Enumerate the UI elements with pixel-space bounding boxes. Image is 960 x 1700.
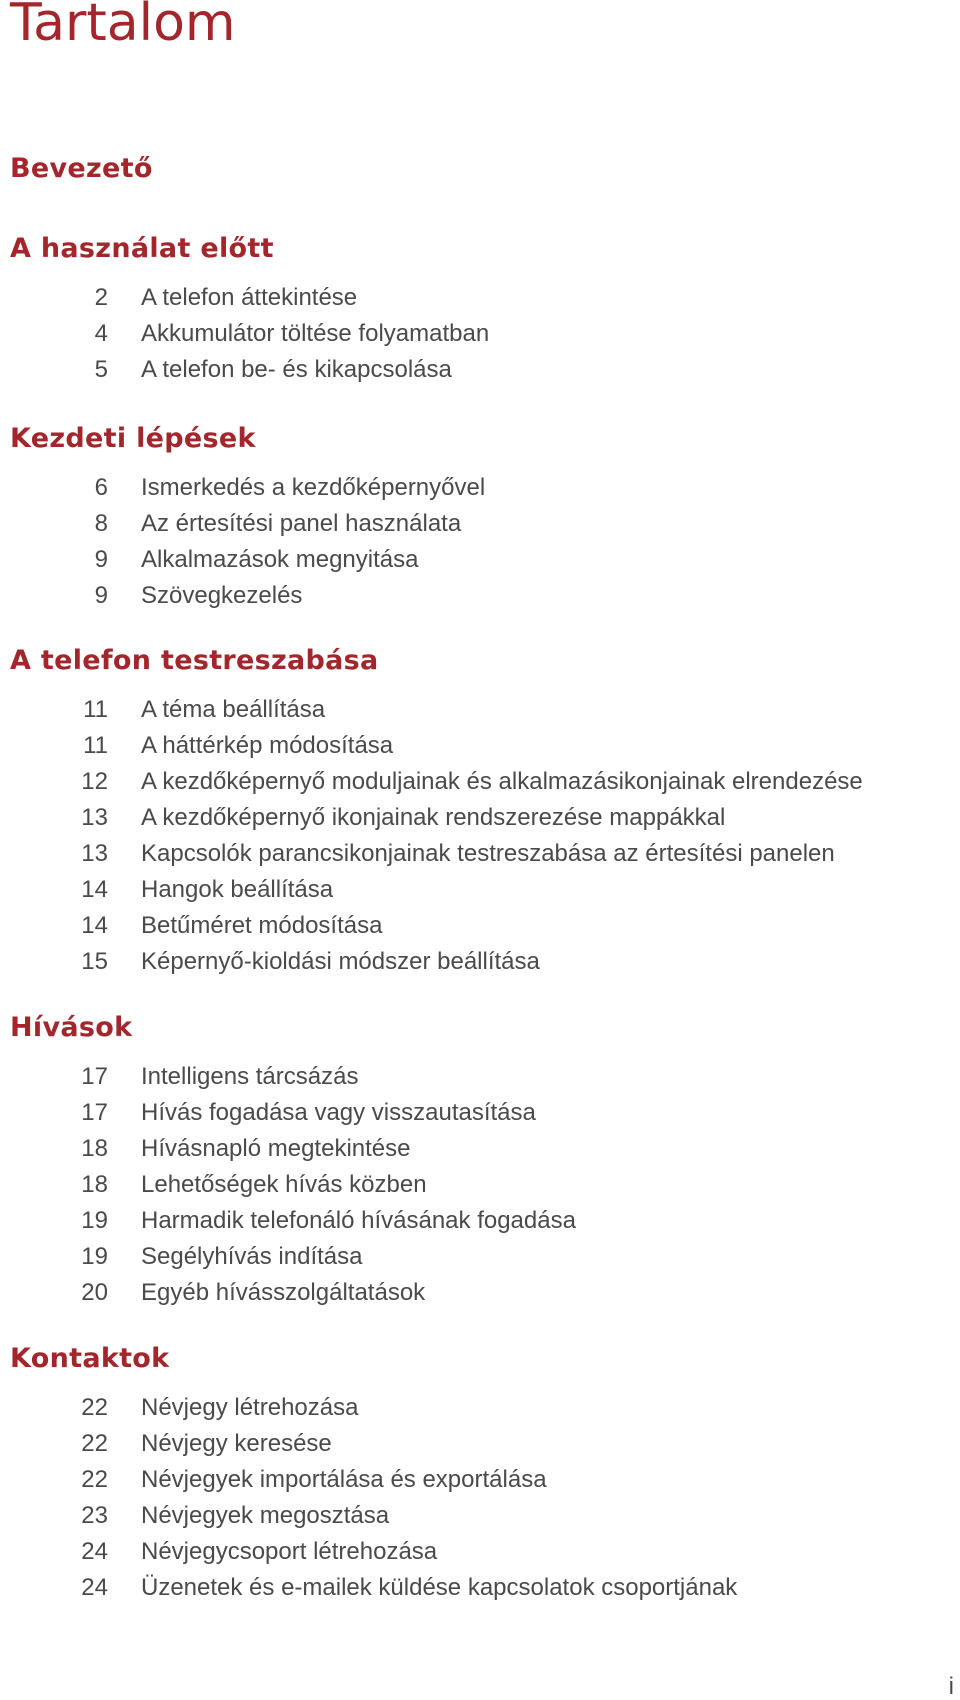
toc-entry[interactable] xyxy=(0,767,940,797)
toc-entry-page: 9 xyxy=(94,582,108,609)
toc-entry[interactable] xyxy=(0,509,940,539)
toc-entry[interactable] xyxy=(0,911,940,941)
toc-entry-page: 20 xyxy=(81,1279,108,1306)
toc-entry-title: Az értesítési panel használata xyxy=(141,510,462,537)
toc-entry-page: 8 xyxy=(94,510,108,537)
toc-entry[interactable] xyxy=(0,319,940,349)
toc-entry-title: Ismerkedés a kezdőképernyővel xyxy=(141,474,486,501)
section-heading-testreszabas[interactable]: A telefon testreszabása xyxy=(10,645,379,676)
toc-entry-page: 22 xyxy=(81,1430,108,1457)
toc-entry-title: Képernyő-kioldási módszer beállítása xyxy=(141,948,540,975)
toc-entry-page: 4 xyxy=(94,320,108,347)
toc-entry-page: 15 xyxy=(81,948,108,975)
toc-entry-page: 13 xyxy=(81,804,108,831)
toc-entry[interactable] xyxy=(0,581,940,611)
toc-entry-title: A telefon be- és kikapcsolása xyxy=(141,356,452,383)
toc-entry-page: 11 xyxy=(83,732,108,759)
toc-entry-title: Betűméret módosítása xyxy=(141,912,383,939)
toc-entry-title: Hangok beállítása xyxy=(141,876,334,903)
toc-entry-page: 19 xyxy=(81,1243,108,1270)
toc-entry[interactable] xyxy=(0,1501,940,1531)
toc-entry[interactable] xyxy=(0,283,940,313)
toc-entry[interactable] xyxy=(0,731,940,761)
toc-entry[interactable] xyxy=(0,545,940,575)
page-title: Tartalom xyxy=(10,0,236,53)
toc-entry[interactable] xyxy=(0,1429,940,1459)
page-number: i xyxy=(948,1673,954,1700)
toc-entry[interactable] xyxy=(0,1062,940,1092)
section-heading-bevezeto[interactable]: Bevezető xyxy=(10,153,153,184)
toc-entry[interactable] xyxy=(0,355,940,385)
toc-entry-title: Lehetőségek hívás közben xyxy=(141,1171,427,1198)
toc-entry-page: 2 xyxy=(94,284,108,311)
toc-entry[interactable] xyxy=(0,1098,940,1128)
toc-entry-title: Névjegyek importálása és exportálása xyxy=(141,1466,547,1493)
toc-entry-title: Intelligens tárcsázás xyxy=(141,1063,359,1090)
toc-entry-page: 18 xyxy=(81,1171,108,1198)
section-heading-hasznalat-elott[interactable]: A használat előtt xyxy=(10,233,274,264)
toc-entry[interactable] xyxy=(0,1206,940,1236)
toc-entry[interactable] xyxy=(0,1573,940,1603)
toc-entry-page: 17 xyxy=(81,1063,108,1090)
section-heading-kontaktok[interactable]: Kontaktok xyxy=(10,1343,170,1374)
toc-entry[interactable] xyxy=(0,875,940,905)
toc-entry[interactable] xyxy=(0,947,940,977)
toc-entry-title: Üzenetek és e-mailek küldése kapcsolatok csoportjának xyxy=(141,1574,738,1601)
toc-entry[interactable] xyxy=(0,1134,940,1164)
toc-entry-page: 6 xyxy=(94,474,108,501)
toc-entry-page: 14 xyxy=(81,876,108,903)
toc-entry[interactable] xyxy=(0,695,940,725)
toc-entry-title: A téma beállítása xyxy=(141,696,326,723)
toc-entry[interactable] xyxy=(0,1465,940,1495)
toc-entry-title: A háttérkép módosítása xyxy=(141,732,394,759)
toc-entry-title: A telefon áttekintése xyxy=(141,284,358,311)
toc-entry[interactable] xyxy=(0,1170,940,1200)
toc-entry-page: 12 xyxy=(81,768,108,795)
toc-entry-title: Segélyhívás indítása xyxy=(141,1243,363,1270)
toc-entry-title: Kapcsolók parancsikonjainak testreszabása az értesítési panelen xyxy=(141,840,835,867)
toc-entry[interactable] xyxy=(0,1537,940,1567)
toc-entry[interactable] xyxy=(0,473,940,503)
toc-entry-title: Hívás fogadása vagy visszautasítása xyxy=(141,1099,536,1126)
toc-entry-page: 13 xyxy=(81,840,108,867)
toc-entry[interactable] xyxy=(0,1242,940,1272)
toc-entry-page: 24 xyxy=(81,1538,108,1565)
toc-entry-title: Harmadik telefonáló hívásának fogadása xyxy=(141,1207,576,1234)
toc-entry[interactable] xyxy=(0,1278,940,1308)
toc-entry-title: Alkalmazások megnyitása xyxy=(141,546,419,573)
toc-entry-title: Akkumulátor töltése folyamatban xyxy=(141,320,490,347)
toc-entry-title: Névjegy létrehozása xyxy=(141,1394,359,1421)
toc-entry-title: Névjegy keresése xyxy=(141,1430,332,1457)
toc-entry-title: Egyéb hívásszolgáltatások xyxy=(141,1279,426,1306)
toc-entry[interactable] xyxy=(0,803,940,833)
toc-entry-page: 22 xyxy=(81,1394,108,1421)
toc-entry-page: 5 xyxy=(94,356,108,383)
toc-entry-page: 17 xyxy=(81,1099,108,1126)
toc-entry-title: Névjegycsoport létrehozása xyxy=(141,1538,438,1565)
toc-entry-page: 23 xyxy=(81,1502,108,1529)
toc-entry[interactable] xyxy=(0,839,940,869)
toc-entry-title: Szövegkezelés xyxy=(141,582,303,609)
toc-entry-page: 22 xyxy=(81,1466,108,1493)
toc-entry-page: 24 xyxy=(81,1574,108,1601)
toc-entry-page: 14 xyxy=(81,912,108,939)
toc-entry-page: 18 xyxy=(81,1135,108,1162)
toc-entry-page: 19 xyxy=(81,1207,108,1234)
section-heading-hivasok[interactable]: Hívások xyxy=(10,1012,133,1043)
toc-entry-page: 11 xyxy=(83,696,108,723)
toc-entry-title: A kezdőképernyő moduljainak és alkalmazásikonjainak elrendezése xyxy=(141,768,863,795)
toc-entry-title: Hívásnapló megtekintése xyxy=(141,1135,411,1162)
toc-entry-title: Névjegyek megosztása xyxy=(141,1502,390,1529)
toc-entry[interactable] xyxy=(0,1393,940,1423)
toc-entry-page: 9 xyxy=(94,546,108,573)
toc-entry-title: A kezdőképernyő ikonjainak rendszerezése mappákkal xyxy=(141,804,726,831)
section-heading-kezdeti-lepesek[interactable]: Kezdeti lépések xyxy=(10,423,256,454)
